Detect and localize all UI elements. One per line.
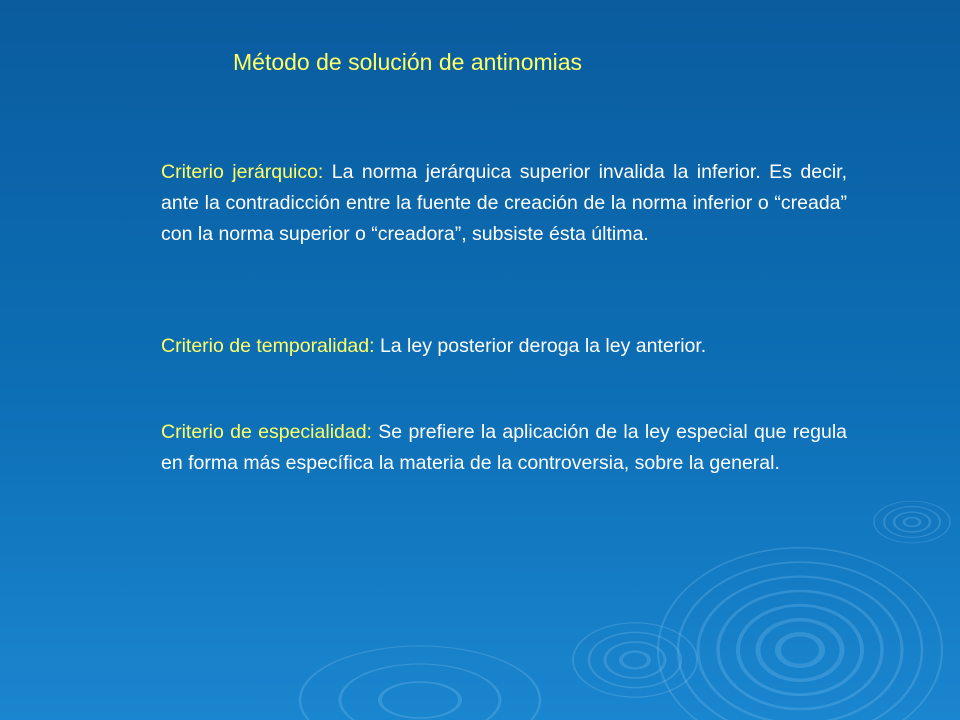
slide-title: Método de solución de antinomias — [233, 49, 583, 75]
criterion-speciality — [161, 417, 847, 479]
ripple-small — [874, 501, 950, 543]
criterion-label: Criterio jerárquico: — [161, 161, 324, 183]
criterion-temporality — [161, 331, 847, 362]
ripple-large — [658, 548, 942, 720]
criterion-hierarchical — [161, 157, 847, 250]
criterion-label: Criterio de temporalidad: — [161, 335, 375, 357]
criterion-label: Criterio de especialidad: — [161, 421, 372, 443]
criterion-text: Se prefiere la aplicación de la ley especial que regula en forma más específica la materia de la controversia, sobre la general. — [161, 421, 848, 474]
criterion-text: La norma jerárquica superior invalida la inferior. Es decir, ante la contradicción entre la fuente de creación de la norma inferior o “creada” con la norma superior o “creadora”, subsiste ésta última. — [161, 161, 847, 245]
criterion-text: La ley posterior deroga la ley anterior. — [374, 335, 707, 357]
ripple-faint — [300, 646, 540, 720]
